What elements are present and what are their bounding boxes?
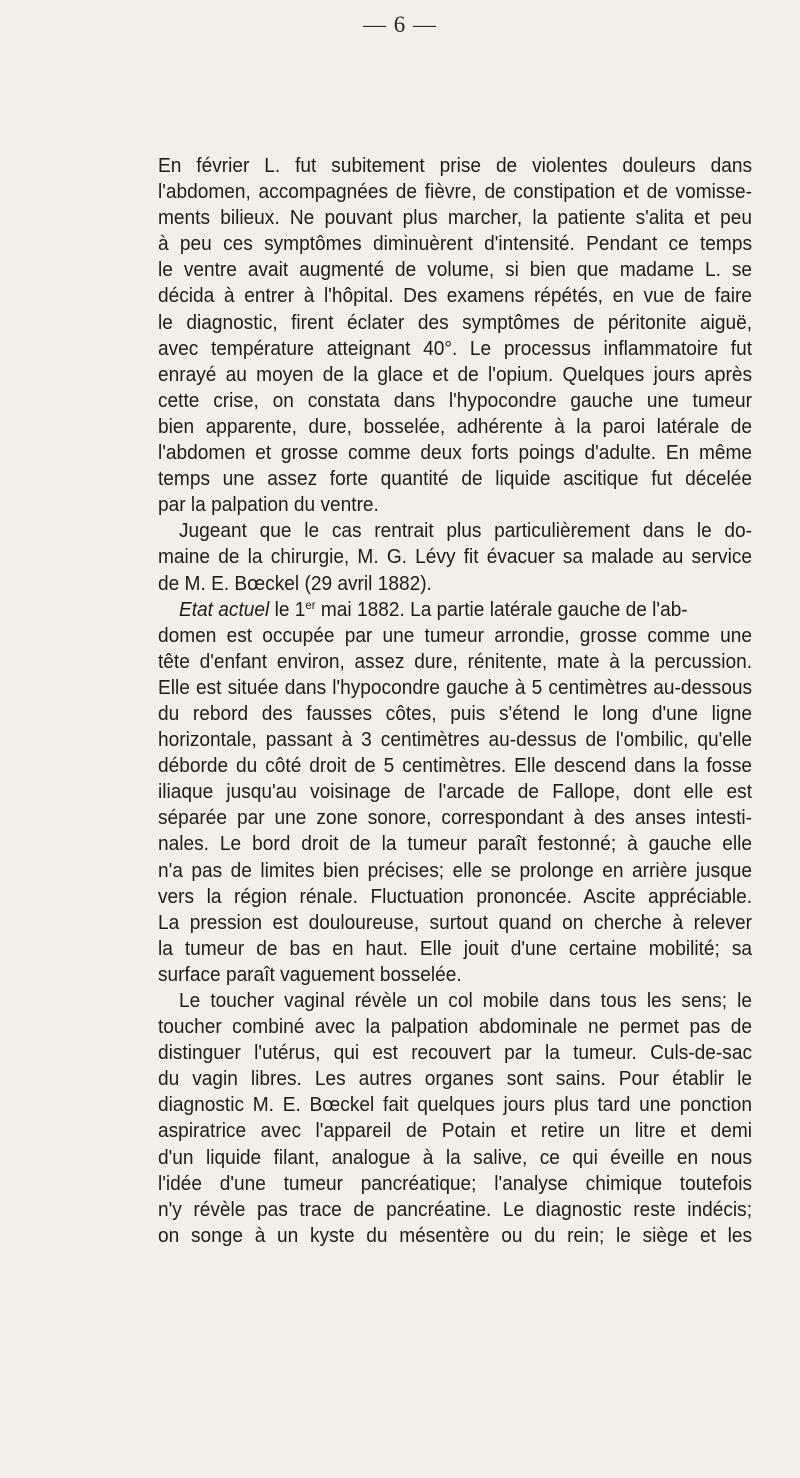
text-line: distinguer l'utérus, qui est recouvert par la tumeur. Culs-de-sac	[158, 1042, 753, 1065]
text-line: la tumeur de bas en haut. Elle jouit d'une certaine mobilité; sa	[158, 937, 753, 960]
text-line: domen est occupée par une tumeur arrondie, grosse comme une	[158, 624, 753, 647]
paragraph-3	[158, 597, 752, 988]
text-line: l'abdomen, accompagnées de fièvre, de constipation et de vomisse-	[158, 181, 753, 204]
text-line: surface paraît vaguement bosselée.	[158, 963, 462, 986]
text-line: l'idée d'une tumeur pancréatique; l'analyse chimique toutefois	[158, 1172, 753, 1195]
text-line: décida à entrer à l'hôpital. Des examens répétés, en vue de faire	[158, 285, 753, 308]
text-line: diagnostic M. E. Bœckel fait quelques jours plus tard une ponction	[158, 1094, 753, 1117]
text-line: toucher combiné avec la palpation abdominale ne permet pas de	[158, 1016, 753, 1039]
text-line: le ventre avait augmenté de volume, si bien que madame L. se	[158, 259, 753, 282]
text-line: cette crise, on constata dans l'hypocondre gauche une tumeur	[158, 389, 753, 412]
text-line: maine de la chirurgie, M. G. Lévy fit évacuer sa malade au service	[158, 546, 753, 569]
paragraph-1	[158, 153, 752, 518]
page-number: — 6 —	[363, 12, 437, 37]
text-line: Elle est située dans l'hypocondre gauche à 5 centimètres au-dessous	[158, 676, 753, 699]
paragraph-4	[158, 988, 752, 1249]
text-line: d'un liquide filant, analogue à la salive, ce qui éveille en nous	[158, 1146, 753, 1169]
text-line: déborde du côté droit de 5 centimètres. Elle descend dans la fosse	[158, 755, 753, 778]
text-line: n'y révèle pas trace de pancréatine. Le diagnostic reste indécis;	[158, 1198, 753, 1221]
text-line: avec température atteignant 40°. Le processus inflammatoire fut	[158, 337, 753, 360]
text-line: nales. Le bord droit de la tumeur paraît festonné; à gauche elle	[158, 833, 753, 856]
text-line: Etat actuel le 1er mai 1882. La partie latérale gauche de l'ab-	[179, 597, 688, 621]
text-line: tête d'enfant environ, assez dure, rénitente, mate à la percussion.	[158, 650, 753, 673]
text-line: on songe à un kyste du mésentère ou du rein; le siège et les	[158, 1224, 753, 1247]
text-line: aspiratrice avec l'appareil de Potain et retire un litre et demi	[158, 1120, 753, 1143]
text-line: le diagnostic, firent éclater des symptômes de péritonite aiguë,	[158, 311, 753, 334]
text-line: La pression est douloureuse, surtout quand on cherche à relever	[158, 911, 753, 934]
text-line: l'abdomen et grosse comme deux forts poings d'adulte. En même	[158, 442, 753, 465]
text-line: du vagin libres. Les autres organes sont sains. Pour établir le	[158, 1068, 753, 1091]
text-line: bien apparente, dure, bosselée, adhérente à la paroi latérale de	[158, 415, 753, 438]
text-line: Jugeant que le cas rentrait plus particulièrement dans le do-	[179, 520, 753, 543]
section-heading: Etat actuel	[179, 598, 270, 621]
text-line: iliaque jusqu'au voisinage de l'arcade de Fallope, dont elle est	[158, 781, 753, 804]
text-line: de M. E. Bœckel (29 avril 1882).	[158, 572, 432, 595]
text-line: séparée par une zone sonore, correspondant à des anses intesti-	[158, 807, 753, 830]
text-line: enrayé au moyen de la glace et de l'opium. Quelques jours après	[158, 363, 753, 386]
paragraph-2	[158, 518, 752, 596]
text-line: En février L. fut subitement prise de violentes douleurs dans	[158, 155, 753, 177]
text-line: horizontale, passant à 3 centimètres au-dessus de l'ombilic, qu'elle	[158, 729, 753, 752]
text-line: par la palpation du ventre.	[158, 494, 379, 517]
text-line: à peu ces symptômes diminuèrent d'intensité. Pendant ce temps	[158, 233, 753, 256]
text-line: vers la région rénale. Fluctuation prononcée. Ascite appréciable.	[158, 885, 753, 908]
text-line: Le toucher vaginal révèle un col mobile dans tous les sens; le	[179, 990, 753, 1012]
text-line: du rebord des fausses côtes, puis s'étend le long d'une ligne	[158, 702, 753, 725]
text-line: temps une assez forte quantité de liquide ascitique fut décelée	[158, 468, 753, 491]
text-line: n'a pas de limites bien précises; elle se prolonge en arrière jusque	[158, 859, 753, 882]
text-line: ments bilieux. Ne pouvant plus marcher, la patiente s'alita et peu	[158, 207, 753, 230]
body-text	[158, 153, 752, 1249]
